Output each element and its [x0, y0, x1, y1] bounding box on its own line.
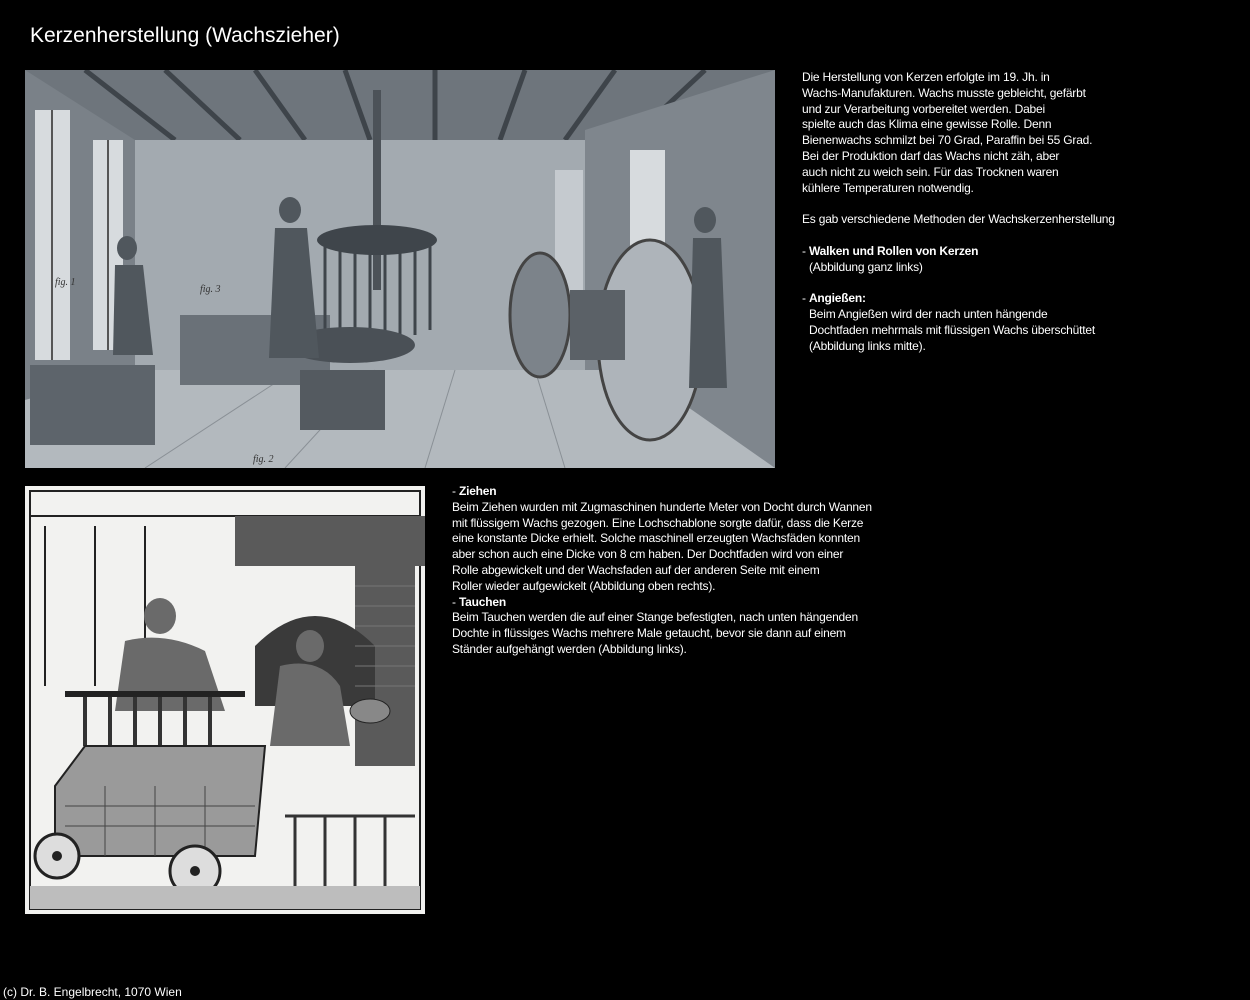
intro-line: kühlere Temperaturen notwendig. — [802, 180, 974, 195]
ziehen-line: Beim Ziehen wurden mit Zugmaschinen hunderte Meter von Docht durch Wannen — [452, 499, 872, 514]
text-right-column — [802, 70, 1222, 354]
tauchen-heading: - Tauchen — [452, 594, 506, 609]
tauchen-line: Dochte in flüssiges Wachs mehrere Male getaucht, bevor sie dann auf einem — [452, 626, 846, 641]
angiessen-line: Beim Angießen wird der nach unten hängende — [809, 306, 1048, 321]
intro-line: Die Herstellung von Kerzen erfolgte im 19. Jh. in — [802, 70, 1050, 84]
angiessen-line: (Abbildung links mitte). — [809, 338, 926, 353]
tauchen-line: Ständer aufgehängt werden (Abbildung links). — [452, 641, 687, 656]
angiessen-heading-text: Angießen: — [808, 291, 866, 306]
tauchen-heading-text: Tauchen — [458, 594, 506, 609]
tauchen-line: Beim Tauchen werden die auf einer Stange befestigten, nach unten hängenden — [452, 610, 858, 625]
text-middle-column — [452, 484, 902, 658]
intro-line: Bei der Produktion darf das Wachs nicht zäh, aber — [802, 148, 1060, 163]
methods-intro: Es gab verschiedene Methoden der Wachskerzenherstellung — [802, 212, 1115, 227]
intro-line: Bienenwachs schmilzt bei 70 Grad, Paraffin bei 55 Grad. — [802, 133, 1093, 148]
dipping-engraving — [25, 486, 425, 914]
intro-line: spielte auch das Klima eine gewisse Rolle. Denn — [802, 117, 1052, 132]
footer-copyright: (c) Dr. B. Engelbrecht, 1070 Wien — [3, 985, 182, 999]
ziehen-line: aber schon auch eine Dicke von 8 cm haben. Der Dochtfaden wird von einer — [452, 547, 844, 562]
intro-line: auch nicht zu weich sein. Für das Trocknen waren — [802, 164, 1059, 179]
fig-label-3: fig. 3 — [200, 284, 221, 295]
ziehen-heading-text: Ziehen — [458, 484, 497, 498]
walken-note: (Abbildung ganz links) — [809, 259, 923, 274]
ziehen-line: mit flüssigem Wachs gezogen. Eine Lochschablone sorgte dafür, dass die Kerze — [452, 515, 864, 530]
angiessen-line: Dochtfaden mehrmals mit flüssigen Wachs überschüttet — [809, 322, 1095, 337]
intro-line: Wachs-Manufakturen. Wachs musste gebleicht, gefärbt — [802, 85, 1086, 100]
walken-heading-text: Walken und Rollen von Kerzen — [808, 243, 979, 258]
fig-label-1: fig. 1 — [55, 277, 76, 288]
ziehen-heading: - Ziehen — [452, 484, 497, 498]
ziehen-line: eine konstante Dicke erhielt. Solche maschinell erzeugten Wachsfäden konnten — [452, 531, 860, 546]
ziehen-line: Rolle abgewickelt und der Wachsfaden auf der anderen Seite mit einem — [452, 562, 820, 577]
intro-line: und zur Verarbeitung vorbereitet werden. Dabei — [802, 101, 1045, 116]
ziehen-line: Roller wieder aufgewickelt (Abbildung oben rechts). — [452, 578, 716, 593]
workshop-engraving — [25, 70, 775, 468]
angiessen-heading: - Angießen: — [802, 291, 866, 306]
page-title: Kerzenherstellung (Wachszieher) — [30, 24, 340, 47]
fig-label-2: fig. 2 — [253, 454, 274, 465]
walken-heading: - Walken und Rollen von Kerzen — [802, 243, 979, 258]
